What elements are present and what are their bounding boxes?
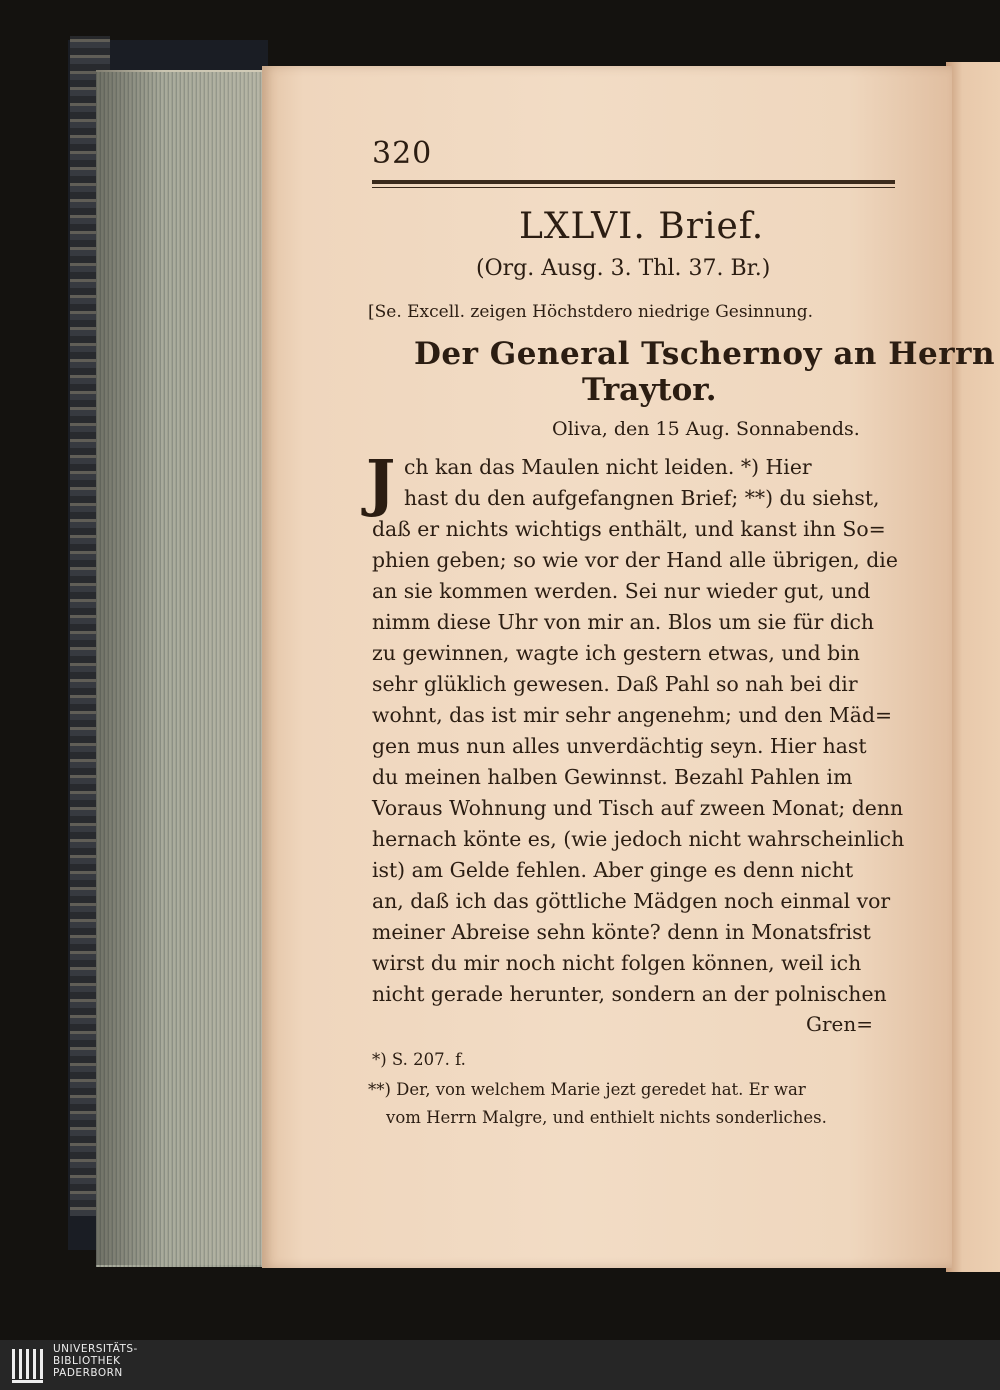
library-logo-icon xyxy=(10,1345,48,1385)
letter-heading: LXLVI. Brief. xyxy=(519,206,765,247)
library-name-line-1: UNIVERSITÄTS- xyxy=(53,1343,138,1355)
body-line: zu gewinnen, wagte ich gestern etwas, und bin xyxy=(372,641,860,665)
body-line: ist) am Gelde fehlen. Aber ginge es denn nicht xyxy=(372,858,854,882)
letter-title-line-2: Traytor. xyxy=(582,372,717,408)
edition-reference: (Org. Ausg. 3. Thl. 37. Br.) xyxy=(476,256,771,281)
page-edges-shadow xyxy=(96,70,264,1265)
body-line: wirst du mir noch nicht folgen können, weil ich xyxy=(372,951,862,975)
body-line: an sie kommen werden. Sei nur wieder gut, und xyxy=(372,579,871,603)
body-line: an, daß ich das göttliche Mädgen noch einmal vor xyxy=(372,889,891,913)
drop-cap: J xyxy=(366,446,396,519)
catchword: Gren= xyxy=(806,1012,874,1036)
library-name-line-3: PADERBORN xyxy=(53,1367,123,1379)
library-name-line-2: BIBLIOTHEK xyxy=(53,1355,121,1367)
body-line: meiner Abreise sehn könte? denn in Monatsfrist xyxy=(372,920,871,944)
dateline: Oliva, den 15 Aug. Sonnabends. xyxy=(552,418,860,440)
page-number: 320 xyxy=(372,136,433,171)
body-line: Voraus Wohnung und Tisch auf zween Monat; denn xyxy=(372,796,904,820)
body-line: gen mus nun alles unverdächtig seyn. Hier hast xyxy=(372,734,867,758)
letter-summary: [Se. Excell. zeigen Höchstdero niedrige Gesinnung. xyxy=(368,302,814,322)
facing-page-edge xyxy=(946,62,1000,1272)
footnote-2-continued: vom Herrn Malgre, und enthielt nichts sonderliches. xyxy=(386,1108,827,1127)
body-line: du meinen halben Gewinnst. Bezahl Pahlen im xyxy=(372,765,853,789)
body-line: hast du den aufgefangnen Brief; **) du siehst, xyxy=(404,486,880,510)
header-rule-thin xyxy=(372,187,895,188)
footnote-2: **) Der, von welchem Marie jezt geredet hat. Er war xyxy=(368,1080,806,1099)
body-line: phien geben; so wie vor der Hand alle übrigen, die xyxy=(372,548,898,572)
body-line: hernach könte es, (wie jedoch nicht wahrscheinlich xyxy=(372,827,905,851)
body-line: ch kan das Maulen nicht leiden. *) Hier xyxy=(404,455,812,479)
letter-title-line-1: Der General Tschernoy an Herrn xyxy=(414,336,995,372)
footnote-1: *) S. 207. f. xyxy=(372,1050,466,1069)
body-line: wohnt, das ist mir sehr angenehm; und den Mäd= xyxy=(372,703,893,727)
header-rule xyxy=(372,180,895,184)
library-footer-bar xyxy=(0,1340,1000,1390)
body-line: nicht gerade herunter, sondern an der polnischen xyxy=(372,982,887,1006)
body-line: nimm diese Uhr von mir an. Blos um sie für dich xyxy=(372,610,874,634)
library-name xyxy=(53,1343,138,1379)
body-line: daß er nichts wichtigs enthält, und kanst ihn So= xyxy=(372,517,886,541)
body-line: sehr glüklich gewesen. Daß Pahl so nah bei dir xyxy=(372,672,858,696)
